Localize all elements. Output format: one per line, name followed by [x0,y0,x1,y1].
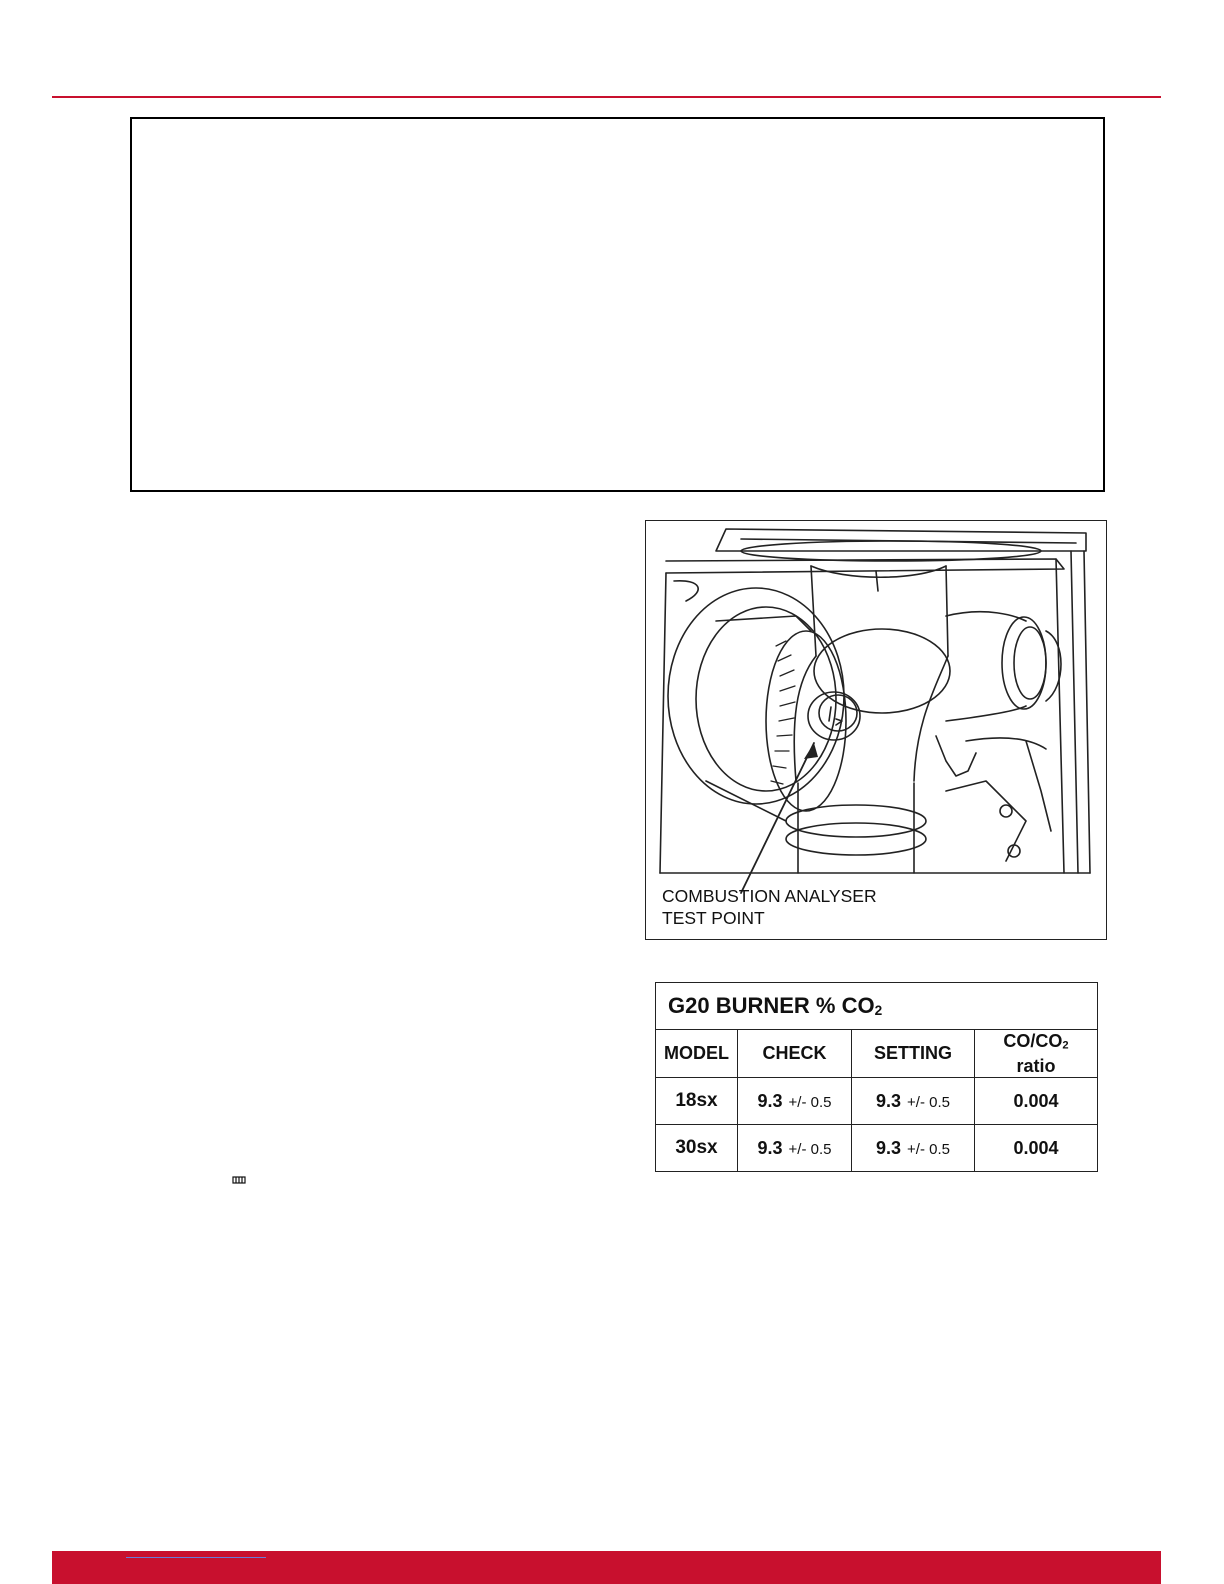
header-ratio: $CO/CO_2$ ratio [975,1030,1098,1078]
header-check: CHECK [738,1030,852,1078]
notice-box [130,117,1105,492]
ratio-cell: 0.004 [975,1078,1098,1125]
footer-bar [52,1551,1161,1584]
figure-caption [662,885,877,929]
table-row [656,1078,1098,1125]
combustion-test-point-figure [645,520,1107,940]
header-model: MODEL [656,1030,738,1078]
header-setting: SETTING [852,1030,975,1078]
radiator-icon [232,1175,246,1185]
setting-cell: 9.3 +/- 0.5 [852,1078,975,1125]
table-row [656,1125,1098,1172]
boiler-illustration [646,521,1107,940]
caption-line-2: TEST POINT [662,908,765,928]
model-cell: 18sx [656,1078,738,1125]
check-cell: 9.3 +/- 0.5 [738,1125,852,1172]
ratio-cell: 0.004 [975,1125,1098,1172]
header-rule [52,96,1161,98]
co2-settings-table [655,982,1098,1172]
caption-line-1: COMBUSTION ANALYSER [662,886,877,906]
check-cell: 9.3 +/- 0.5 [738,1078,852,1125]
setting-cell: 9.3 +/- 0.5 [852,1125,975,1172]
model-cell: 30sx [656,1125,738,1172]
footer-link[interactable] [126,1557,266,1558]
table-title: G20 BURNER % $CO_2$ [656,983,1098,1030]
